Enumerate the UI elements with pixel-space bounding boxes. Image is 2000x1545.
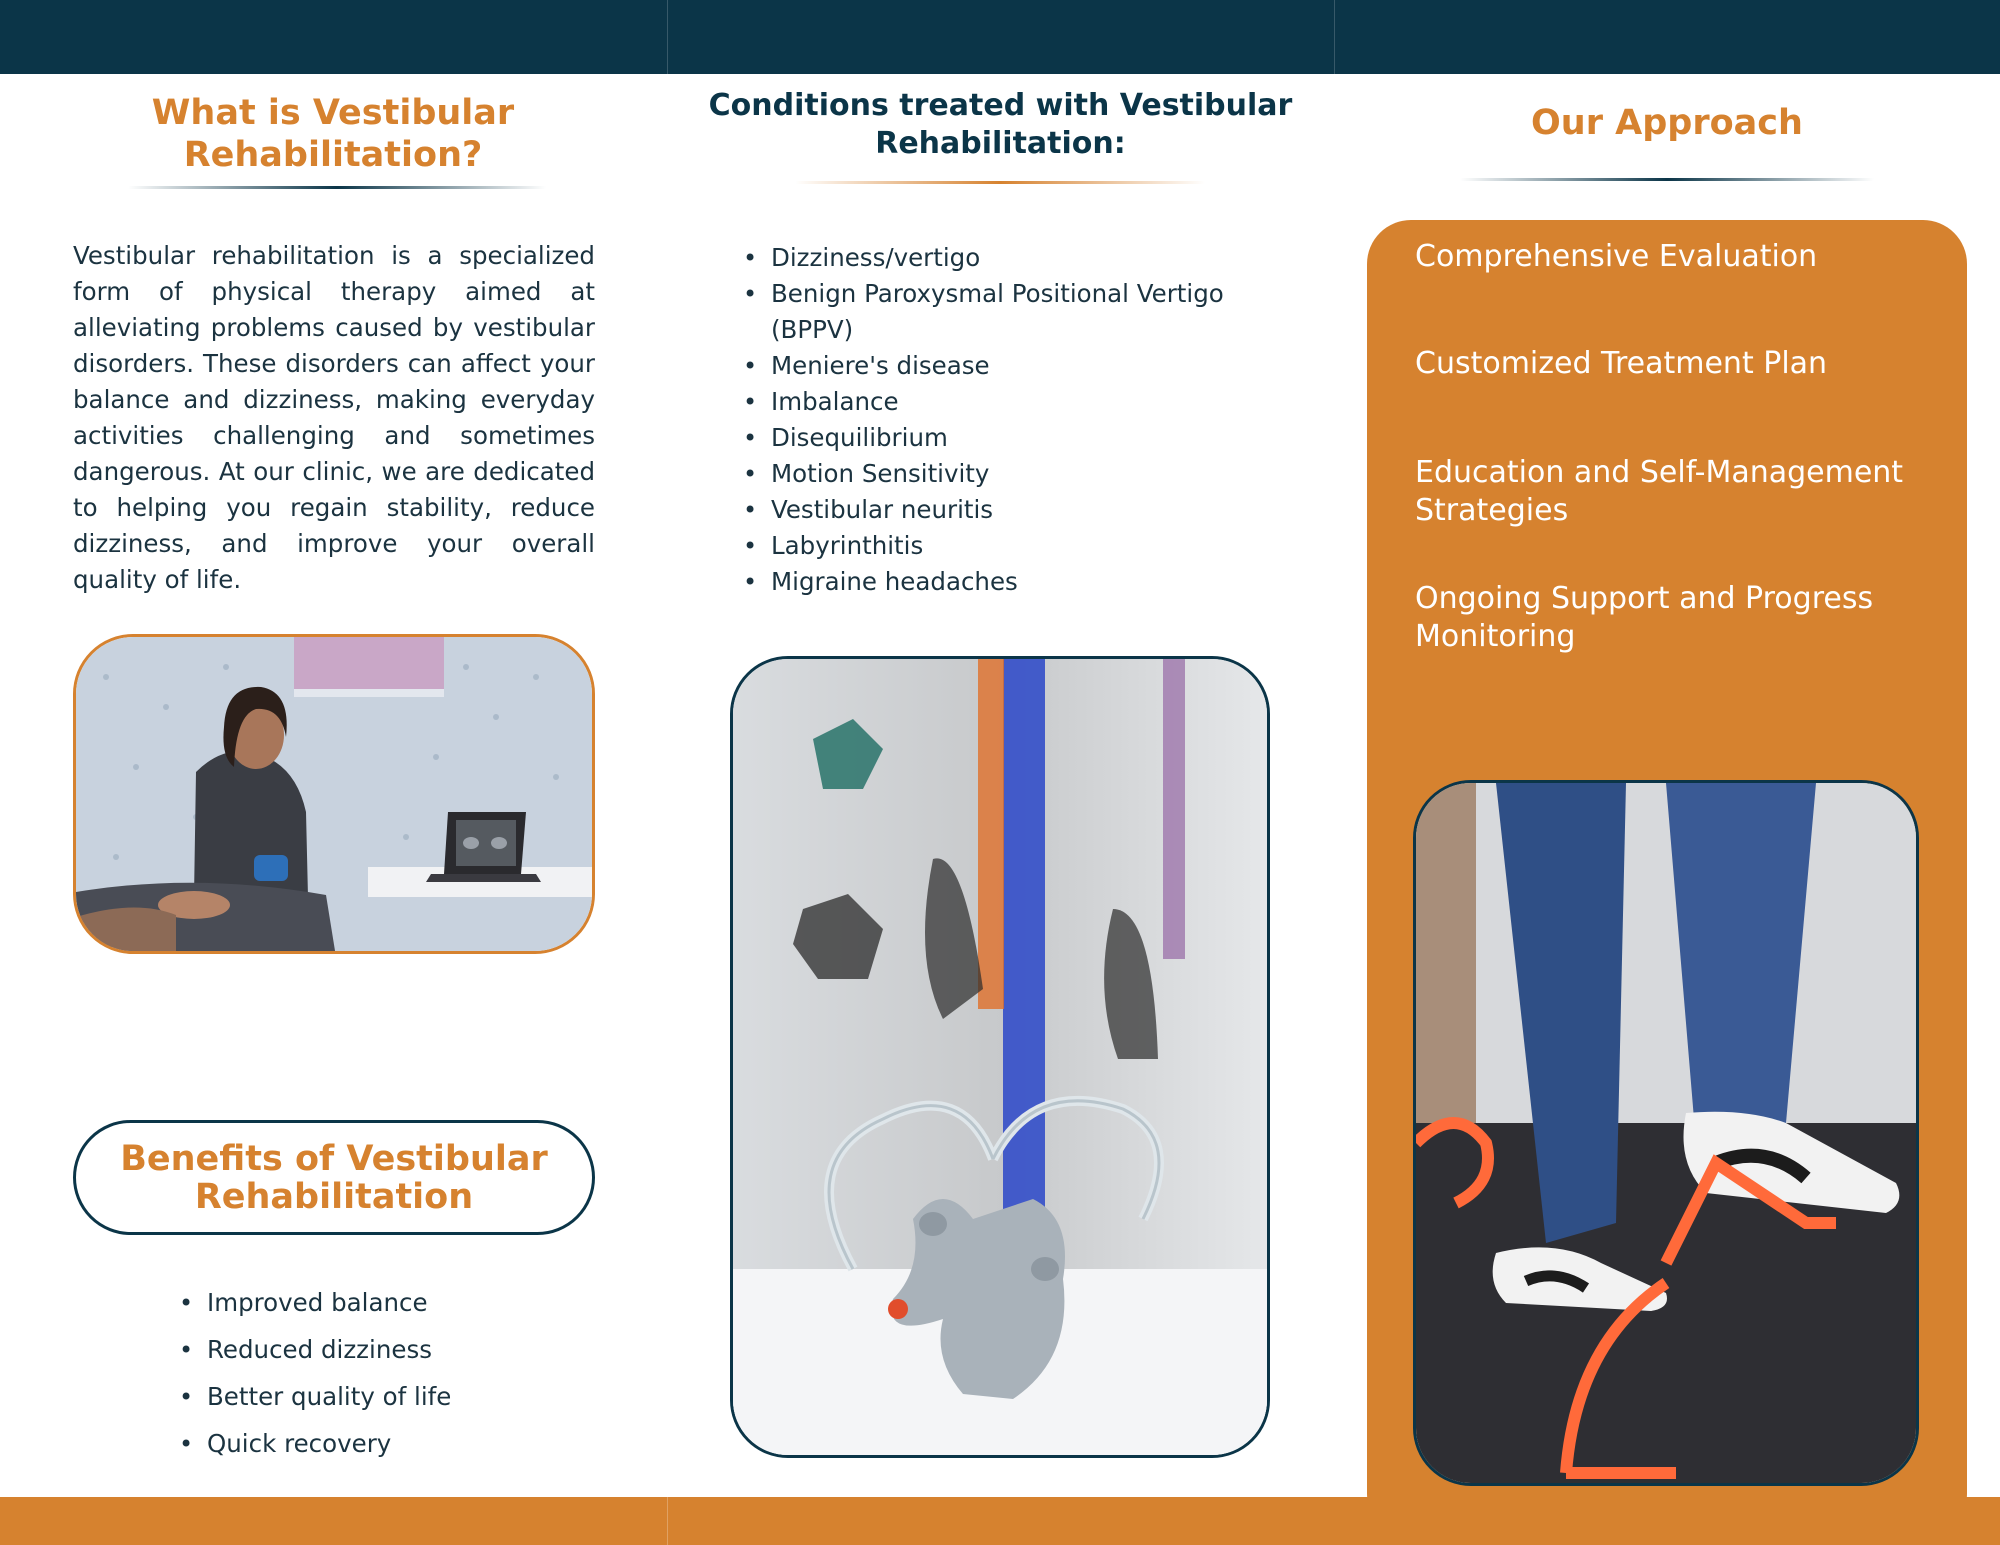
conditions-list xyxy=(741,240,1261,600)
title-underline xyxy=(128,186,546,189)
list-item: • Improved balance xyxy=(177,1285,597,1321)
panel-conditions xyxy=(667,74,1334,1497)
benefits-heading-pill xyxy=(73,1120,595,1235)
title-line: Conditions treated with Vestibular xyxy=(708,88,1293,123)
section-title-conditions xyxy=(707,87,1294,163)
list-item: • Quick recovery xyxy=(177,1426,597,1462)
list-item: • Meniere's disease xyxy=(741,348,1261,384)
title-line: Rehabilitation: xyxy=(875,126,1126,161)
title-line: What is Vestibular xyxy=(151,93,515,133)
list-item: • Dizziness/vertigo xyxy=(741,240,1261,276)
list-item: • Migraine headaches xyxy=(741,564,1261,600)
list-item: • Disequilibrium xyxy=(741,420,1261,456)
list-item: • Imbalance xyxy=(741,384,1261,420)
therapist-patient-photo xyxy=(73,634,595,954)
approach-item: Education and Self-Management Strategies xyxy=(1415,455,1904,528)
benefits-title-line: Rehabilitation xyxy=(194,1176,474,1217)
intro-paragraph: Vestibular rehabilitation is a specialized form of physical therapy aimed at alleviating problems caused by vestibular disorders. These disorders can affect your balance and dizziness, making everyday activities challenging and sometimes dangerous. At our clinic, we are dedicated to helping you regain stability, reduce dizziness, and improve your overall quality of life. xyxy=(73,241,595,594)
fold-line-bottom xyxy=(667,1497,668,1545)
list-item: • Benign Paroxysmal Positional Vertigo (BPPV) xyxy=(741,276,1261,348)
balance-exercise-illustration xyxy=(1416,783,1919,1486)
panel-our-approach xyxy=(1334,74,2000,1497)
fold-line-top-1 xyxy=(667,0,668,74)
therapist-patient-illustration xyxy=(76,637,595,954)
title-line: Rehabilitation? xyxy=(183,135,483,175)
inner-ear-model-photo xyxy=(730,656,1270,1458)
panel-what-is-vestibular xyxy=(0,74,667,1497)
list-item: • Labyrinthitis xyxy=(741,528,1261,564)
approach-panel xyxy=(1367,220,1967,1538)
approach-item: Comprehensive Evaluation xyxy=(1415,239,1818,274)
fold-line-top-2 xyxy=(1334,0,1335,74)
balance-exercise-photo xyxy=(1413,780,1919,1486)
bottom-color-band xyxy=(0,1497,2000,1545)
list-item: • Motion Sensitivity xyxy=(741,456,1261,492)
benefits-list xyxy=(177,1285,597,1462)
inner-ear-model-illustration xyxy=(733,659,1270,1458)
list-item: • Vestibular neuritis xyxy=(741,492,1261,528)
list-item: • Reduced dizziness xyxy=(177,1332,597,1368)
title-underline xyxy=(1460,178,1874,181)
benefits-title-line: Benefits of Vestibular xyxy=(120,1138,548,1179)
section-title-what-is xyxy=(73,92,593,176)
title-underline xyxy=(795,181,1205,184)
top-color-band xyxy=(0,0,2000,74)
approach-item: Customized Treatment Plan xyxy=(1415,346,1828,381)
approach-item: Ongoing Support and Progress Monitoring xyxy=(1415,581,1874,654)
section-title-approach: Our Approach xyxy=(1531,103,1803,143)
list-item: • Better quality of life xyxy=(177,1379,597,1415)
